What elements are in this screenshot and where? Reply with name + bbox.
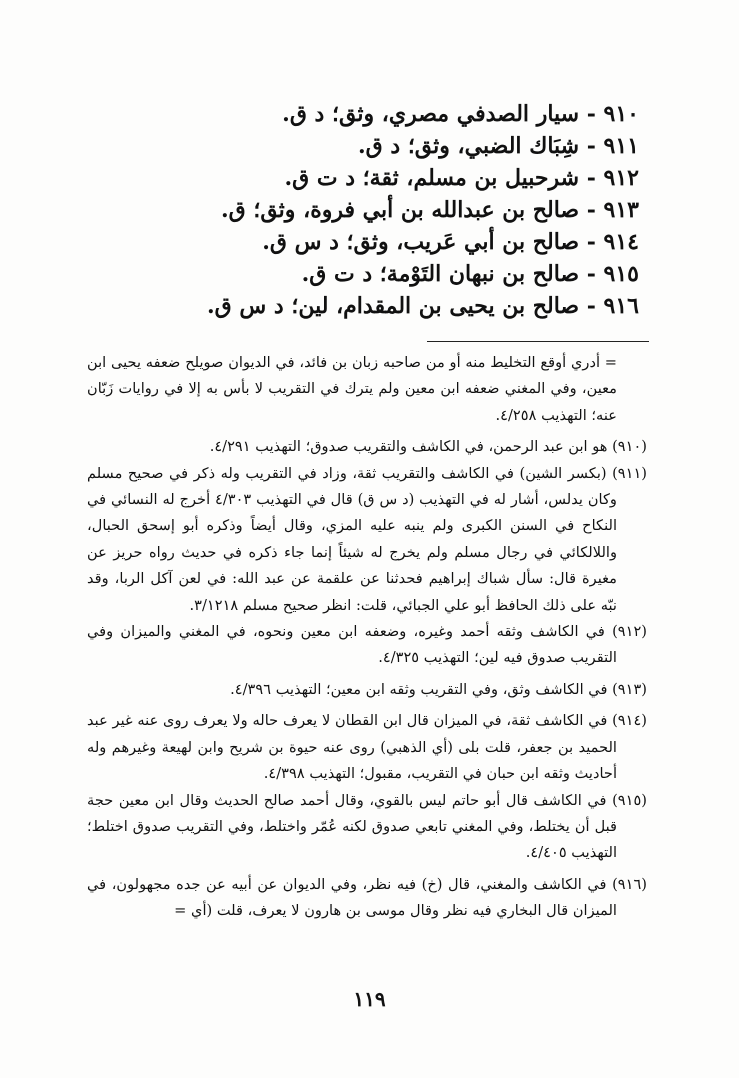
narrator-entries [199,98,639,322]
footnote-continued: = أدري أوقع التخليط منه أو من صاحبه زبان بن فائد، في الديوان صويلح ضعفه يحيى ابن معين، وفي المغني ضعفه ابن معين ولم يترك في التقريب لا بأس به إلا في روايات زَبّان عنه؛ التهذيب ٤/٢٥٨. [87,354,617,424]
footnote-911: (٩١١) (بكسر الشين) في الكاشف والتقريب ثقة، وزاد في التقريب وله ذكر في صحيح مسلم وكان يدلس، أشار له في التهذيب (د س ق) قال في التهذيب ٤/٣٠٣ أخرج له النسائي في النكاح في السنن الكبرى ولم ينبه عليه المزي، وقال أيضاً وذكره أبو إسحق الحبال، واللالكائي في رجال مسلم ولم يخرج له شيئاً إنما جاء ذكره في حديث رواه حريز عن مغيرة قال: سأل شباك إبراهيم فحدثنا عن علقمة عن عبد الله: في لعن آكل الربا، وقد نبّه على ذلك الحافظ أبو علي الجبائي، قلت: انظر صحيح مسلم ٣/١٢١٨. [87,464,647,614]
entry-914: ٩١٤ - صالح بن أبي عَريب، وثق؛ د س ق. [262,229,639,255]
footnote-915: (٩١٥) في الكاشف قال أبو حاتم ليس بالقوي، وقال أحمد صالح الحديث وقال ابن معين حجة قبل أن يختلط، وفي المغني تابعي صدوق لكنه عُمّر واختلط، وفي التقريب صدوق اختلط؛ التهذيب ٤/٤٠٥. [87,791,647,862]
entry-913: ٩١٣ - صالح بن عبدالله بن أبي فروة، وثق؛ ق. [220,197,639,223]
footnote-913: (٩١٣) في الكاشف وثق، وفي التقريب وثقه ابن معين؛ التهذيب ٤/٣٩٦. [230,680,647,698]
entry-911: ٩١١ - شِبَاك الضبي، وثق؛ د ق. [357,133,639,159]
footnote-912: (٩١٢) في الكاشف وثقه أحمد وغيره، وضعفه ابن معين ونحوه، في المغني والميزان وفي التقريب صدوق فيه لين؛ التهذيب ٤/٣٢٥. [87,623,647,667]
entry-910: ٩١٠ - سيار الصدفي مصري، وثق؛ د ق. [282,101,639,127]
entry-915: ٩١٥ - صالح بن نبهان التَوْمة؛ د ت ق. [301,261,639,287]
footnote-910: (٩١٠) هو ابن عبد الرحمن، في الكاشف والتقريب صدوق؛ التهذيب ٤/٢٩١. [209,438,647,456]
footnote-914: (٩١٤) في الكاشف ثقة، في الميزان قال ابن القطان لا يعرف حاله ولا يعرف روى عنه غير عبد الحميد بن جعفر، قلت بلى (أي الذهبي) روى عنه حيوة بن شريح وابن لهيعة وغيرهم وله أحاديث وثقه ابن حبان في التقريب، مقبول؛ التهذيب ٤/٣٩٨. [87,712,647,783]
entry-912: ٩١٢ - شرحبيل بن مسلم، ثقة؛ د ت ق. [284,165,639,191]
footnote-divider [427,341,649,342]
footnote-916: (٩١٦) في الكاشف والمغني، قال (خ) فيه نظر، وفي الديوان عن أبيه عن جده مجهولون، في الميزان قال البخاري فيه نظر وقال موسى بن هارون لا يعرف، قلت (أي = [87,875,647,920]
footnotes [87,350,647,925]
page-number: ١١٩ [353,987,386,1011]
entry-916: ٩١٦ - صالح بن يحيى بن المقدام، لين؛ د س ق. [206,293,639,319]
